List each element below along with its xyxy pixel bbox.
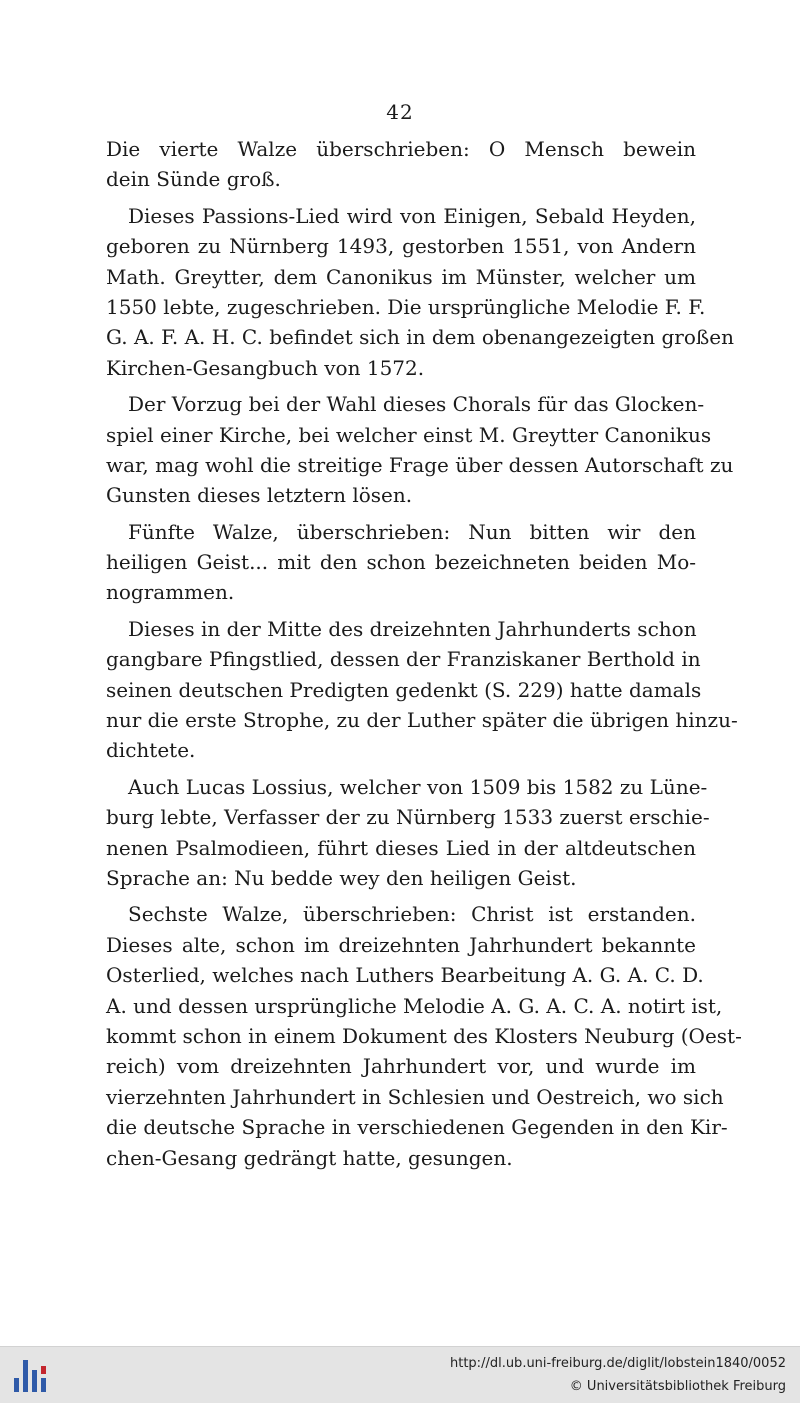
text-line: nur die erste Strophe, zu der Luther später die übrigen hinzu- (106, 708, 738, 733)
text-line: nenen Psalmodieen, führt dieses Lied in der altdeutschen (106, 835, 696, 860)
library-logo-icon (10, 1356, 52, 1396)
text-line: chen-Gesang gedrängt hatte, gesungen. (106, 1145, 513, 1170)
text-line: Osterlied, welches nach Luthers Bearbeitung A. G. A. C. D. (106, 963, 704, 988)
text-line: Der Vorzug bei der Wahl dieses Chorals für das Glocken- (128, 392, 705, 417)
text-line: kommt schon in einem Dokument des Klosters Neuburg (Oest- (106, 1023, 742, 1048)
text-line: reich) vom dreizehnten Jahrhundert vor, und wurde im (106, 1054, 696, 1079)
text-line: nogrammen. (106, 580, 235, 605)
text-line: heiligen Geist... mit den schon bezeichneten beiden Mo- (106, 550, 696, 575)
text-line: Sprache an: Nu bedde wey den heiligen Geist. (106, 865, 577, 890)
text-line: Math. Greytter, dem Canonikus im Münster, welcher um (106, 264, 696, 289)
text-line: dein Sünde groß. (106, 167, 281, 192)
page-number: 42 (386, 100, 414, 124)
footer-bar (0, 1346, 800, 1403)
permalink-link[interactable]: http://dl.ub.uni-freiburg.de/diglit/lobstein1840/0052 (450, 1356, 786, 1371)
text-line: G. A. F. A. H. C. befindet sich in dem obenangezeigten großen (106, 325, 734, 350)
text-line: seinen deutschen Predigten gedenkt (S. 229) hatte damals (106, 677, 702, 702)
text-line: A. und dessen ursprüngliche Melodie A. G. A. C. A. notirt ist, (106, 993, 723, 1018)
text-line: vierzehnten Jahrhundert in Schlesien und Oestreich, wo sich (106, 1084, 724, 1109)
text-line: dichtete. (106, 738, 196, 763)
text-line: Dieses Passions-Lied wird von Einigen, Sebald Heyden, (128, 203, 696, 228)
text-line: burg lebte, Verfasser der zu Nürnberg 1533 zuerst erschie- (106, 805, 710, 830)
text-line: Fünfte Walze, überschrieben: Nun bitten wir den (128, 519, 696, 544)
text-line: Dieses in der Mitte des dreizehnten Jahrhunderts schon (128, 616, 697, 641)
text-line: war, mag wohl die streitige Frage über dessen Autorschaft zu (106, 452, 734, 477)
page-text (106, 134, 742, 1173)
text-line: spiel einer Kirche, bei welcher einst M. Greytter Canonikus (106, 422, 712, 447)
text-line: die deutsche Sprache in verschiedenen Gegenden in den Kir- (106, 1115, 728, 1140)
text-line: 1550 lebte, zugeschrieben. Die ursprüngliche Melodie F. F. (106, 294, 706, 319)
text-line: Auch Lucas Lossius, welcher von 1509 bis 1582 zu Lüne- (128, 774, 708, 799)
text-line: gangbare Pfingstlied, dessen der Franziskaner Berthold in (106, 647, 701, 672)
copyright-text: © Universitätsbibliothek Freiburg (569, 1379, 786, 1394)
text-line: geboren zu Nürnberg 1493, gestorben 1551, von Andern (106, 234, 696, 259)
text-line: Gunsten dieses letztern lösen. (106, 483, 413, 508)
text-line: Die vierte Walze überschrieben: O Mensch bewein (106, 137, 696, 161)
text-line: Dieses alte, schon im dreizehnten Jahrhundert bekannte (106, 932, 696, 957)
text-line: Sechste Walze, überschrieben: Christ ist erstanden. (128, 902, 696, 927)
text-line: Kirchen-Gesangbuch von 1572. (106, 355, 425, 380)
